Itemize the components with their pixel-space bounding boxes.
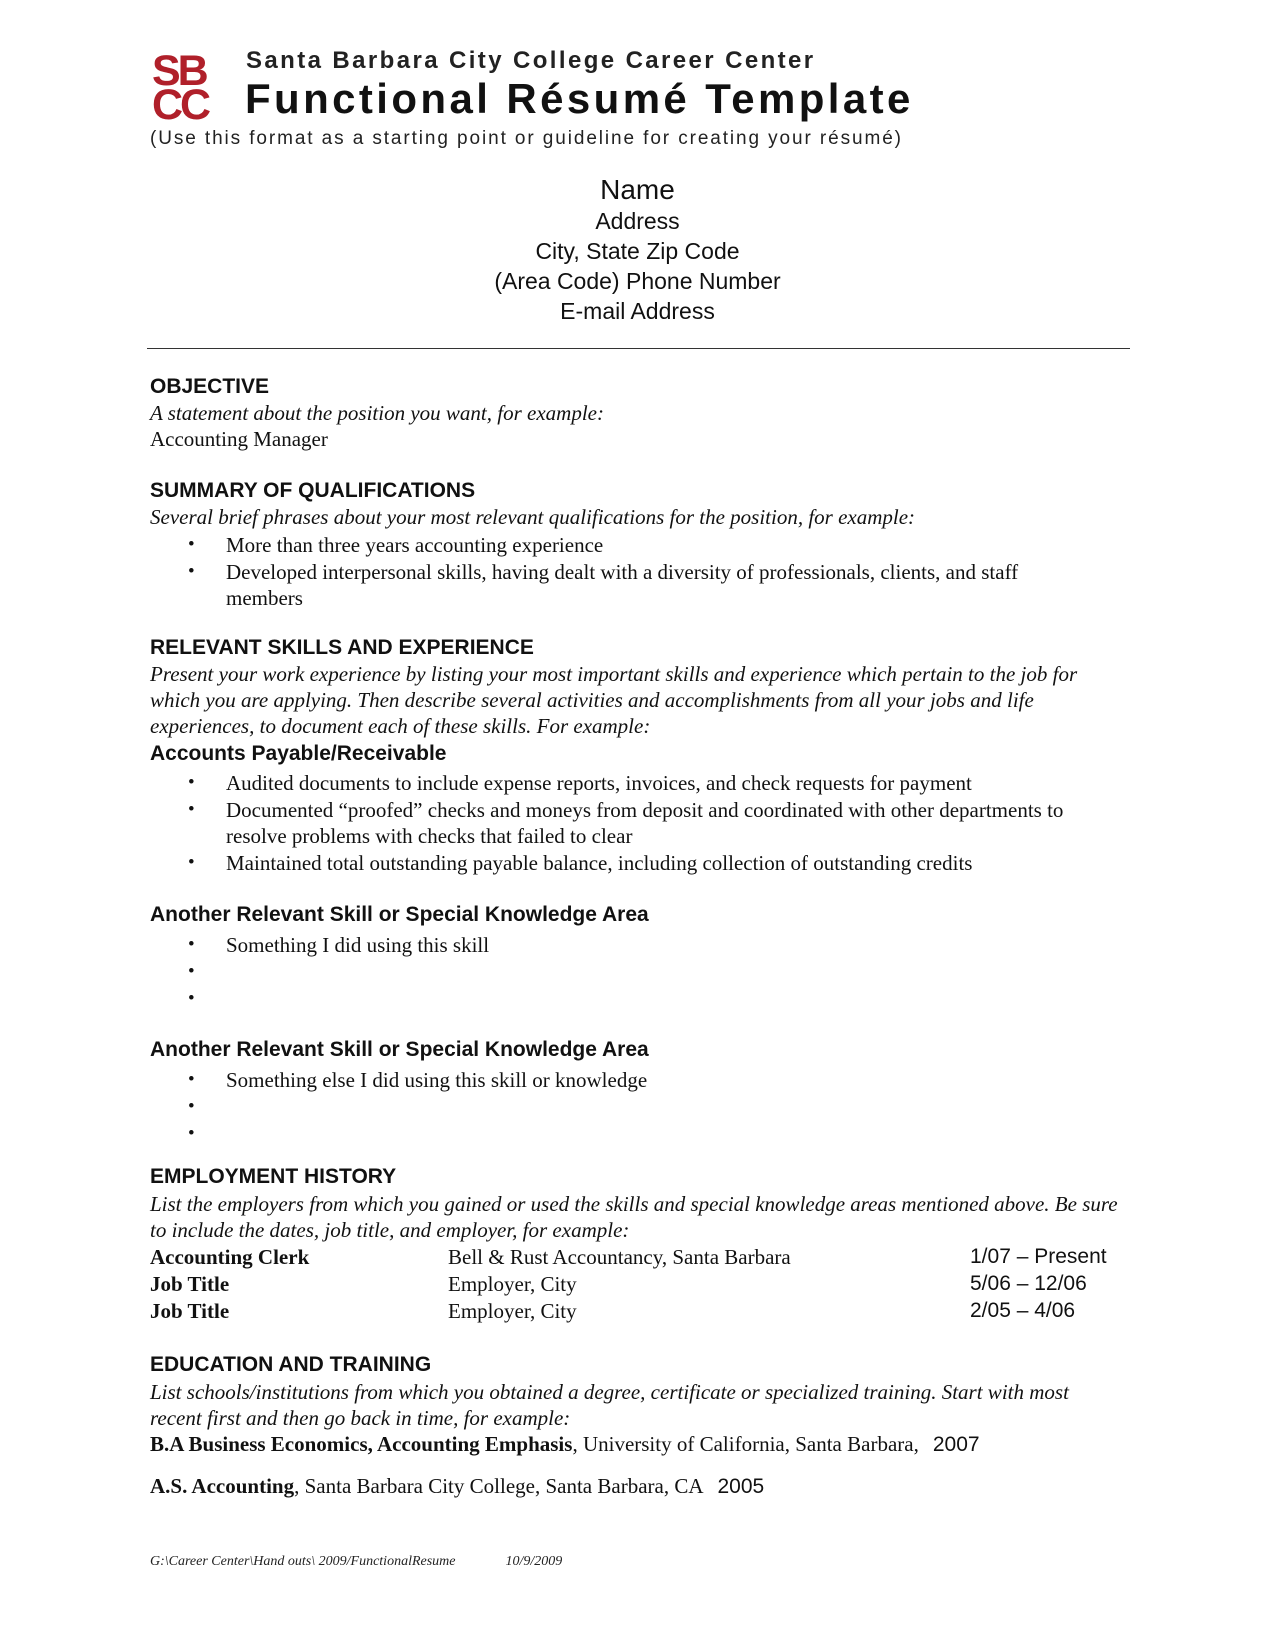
list-item: [150, 959, 1125, 986]
college-name: Santa Barbara City College Career Center: [246, 47, 816, 74]
job-dates: 1/07 – Present: [970, 1245, 1107, 1268]
year: 2007: [932, 1433, 980, 1456]
list-item: [150, 1121, 1125, 1148]
document-title: Functional Résumé Template: [245, 75, 914, 122]
skill-area-title: Another Relevant Skill or Special Knowledge Area: [150, 903, 649, 926]
file-path: G:\Career Center\Hand outs\ 2009/FunctionalResume: [150, 1554, 456, 1569]
sbcc-logo: [152, 47, 230, 129]
employer: Employer, City: [448, 1272, 577, 1296]
skill-area-list: [150, 770, 1125, 876]
year: 2005: [717, 1475, 765, 1498]
degree: B.A Business Economics, Accounting Emphasis: [150, 1432, 573, 1456]
document-subtitle: (Use this format as a starting point or guideline for creating your résumé): [150, 128, 903, 149]
table-row: [150, 1272, 1100, 1299]
list-item: [150, 1094, 1125, 1121]
skill-area-list: [150, 932, 1125, 1013]
objective-intro: A statement about the position you want, for example:: [150, 401, 604, 425]
contact-phone: (Area Code) Phone Number: [494, 268, 781, 294]
education-intro: List schools/institutions from which you obtained a degree, certificate or specialized training. Start with most recent first and then go back in time, for example:: [150, 1380, 1069, 1430]
logo-line-1: SB: [152, 47, 206, 95]
footer-date: 10/9/2009: [505, 1554, 563, 1569]
list-item: [150, 986, 1125, 1013]
job-dates: 2/05 – 4/06: [970, 1299, 1076, 1322]
table-row: [150, 1245, 1107, 1272]
job-title: Job Title: [150, 1272, 230, 1296]
objective-heading: OBJECTIVE: [150, 375, 270, 398]
table-row: [150, 1299, 1100, 1326]
logo-line-2: CC: [152, 81, 209, 129]
objective-example: Accounting Manager: [150, 427, 328, 451]
skills-intro: Present your work experience by listing your most important skills and experience which pertain to the job for which you are applying. Then describe several activities and accomplishments from all your jobs and life experiences, to document each of these skills. For example:: [150, 662, 1078, 738]
divider: [147, 348, 1130, 349]
contact-name: Name: [600, 174, 675, 205]
school: , University of California, Santa Barbara,: [572, 1432, 919, 1456]
summary-intro: Several brief phrases about your most relevant qualifications for the position, for example:: [150, 505, 916, 529]
education-entry: [150, 1432, 980, 1457]
footer: [150, 1554, 562, 1570]
degree: A.S. Accounting: [150, 1474, 295, 1498]
summary-list: [150, 532, 1100, 612]
job-title: Job Title: [150, 1299, 230, 1323]
summary-heading: SUMMARY OF QUALIFICATIONS: [150, 479, 476, 502]
skill-area-title: Accounts Payable/Receivable: [150, 742, 447, 765]
skill-area-title: Another Relevant Skill or Special Knowledge Area: [150, 1038, 649, 1061]
list-item: • Developed interpersonal skills, having dealt with a diversity of professionals, clients, and staff members: [150, 559, 1100, 612]
list-item: • Maintained total outstanding payable balance, including collection of outstanding credits: [150, 850, 1125, 877]
skills-heading: RELEVANT SKILLS AND EXPERIENCE: [150, 636, 534, 659]
list-item: • Something else I did using this skill or knowledge: [150, 1067, 1125, 1094]
list-item: • Documented “proofed” checks and moneys from deposit and coordinated with other departments to resolve problems with checks that failed to clear: [150, 797, 1125, 850]
skill-area-list: [150, 1067, 1125, 1148]
employment-heading: EMPLOYMENT HISTORY: [150, 1165, 397, 1188]
contact-city: City, State Zip Code: [535, 238, 740, 264]
employment-intro: List the employers from which you gained or used the skills and special knowledge areas mentioned above. Be sure to include the dates, job title, and employer, for example:: [150, 1192, 1118, 1242]
education-entry: [150, 1474, 764, 1499]
contact-address: Address: [595, 208, 680, 234]
list-item: • Audited documents to include expense reports, invoices, and check requests for payment: [150, 770, 1125, 797]
list-item: • Something I did using this skill: [150, 932, 1125, 959]
list-item: • More than three years accounting experience: [150, 532, 1100, 559]
contact-email: E-mail Address: [560, 298, 715, 324]
employer: Employer, City: [448, 1299, 577, 1323]
job-title: Accounting Clerk: [150, 1245, 310, 1269]
employer: Bell & Rust Accountancy, Santa Barbara: [448, 1245, 791, 1269]
school: , Santa Barbara City College, Santa Barbara, CA: [294, 1474, 704, 1498]
job-dates: 5/06 – 12/06: [970, 1272, 1087, 1295]
education-heading: EDUCATION AND TRAINING: [150, 1353, 432, 1376]
